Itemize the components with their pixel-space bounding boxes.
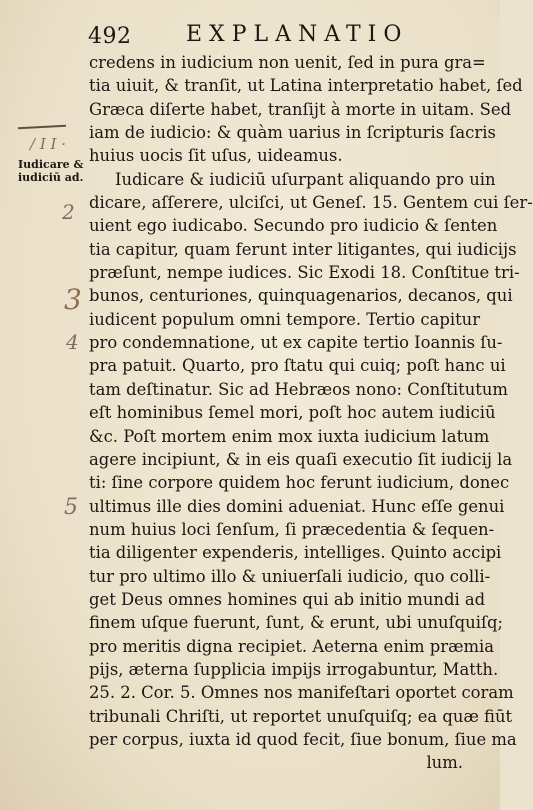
text-line: per corpus, iuxta id quod fecit, ſiue bonum, ſiue ma [89,729,517,749]
handwritten-numeral-4: 4 [66,330,79,354]
text-line: get Deus omnes homines qui ab initio mundi ad [89,589,486,609]
text-line: tur pro ultimo illo & uniuerſali iudicio, quo colli- [89,566,491,586]
side-note-iudicare [18,158,88,184]
text-line: credens in iudicium non uenit, ſed in pura gra= [89,53,486,72]
text-line: iudicent populum omni tempore. Tertio capitur [89,309,481,329]
text-line: lum. [426,753,463,773]
running-title: EXPLANATIO [186,22,409,47]
text-line: huius uocis ſit uſus, uideamus. [89,146,343,166]
text-line: dicare, aſſerere, ulciſci, ut Geneſ. 15. Gentem cui ſer- [89,193,533,213]
text-line: tribunali Chriſti, ut reportet unuſquiſq; ea quæ fiūt [89,706,513,726]
text-line: bunos, centuriones, quinquagenarios, decanos, qui [89,286,513,306]
handwritten-numeral-5: 5 [64,495,78,520]
text-line: præſunt, nempe iudices. Sic Exodi 18. Conſtitue tri- [89,263,520,283]
handwritten-numeral-2: 2 [62,200,75,224]
text-line: pro meritis digna recipiet. Aeterna enim præmia [89,636,495,656]
page-header [88,22,488,52]
text-line: uient ego iudicabo. Secundo pro iudicio & ſenten [89,216,498,236]
text-line: Iudicare & iudiciū uſurpant aliquando pro uin [115,169,496,189]
text-line: Græca diſerte habet, tranſijt à morte in uitam. Sed [89,99,512,119]
text-line: tia diligenter expenderis, intelliges. Quinto accipi [89,543,502,563]
text-line: pijs, æterna ſupplicia impijs irrogabuntur, Matth. [89,659,499,679]
ink-pen-stroke [18,125,66,130]
text-line: tia uiuit, & tranſit, ut Latina interpretatio habet, ſed [89,76,523,96]
text-line: &c. Poſt mortem enim mox iuxta iudicium latum [89,426,490,446]
text-line: eſt hominibus ſemel mori, poſt hoc autem iudiciū [89,403,496,423]
text-line: finem uſque fuerunt, ſunt, & erunt, ubi unuſquiſq; [89,613,504,633]
text-line: tam deſtinatur. Sic ad Hebræos nono: Conſtitutum [89,379,508,399]
side-note-line: iudiciū ad. [18,171,84,184]
handwritten-numeral-3: 3 [64,283,82,316]
text-line: 25. 2. Cor. 5. Omnes nos manifeſtari oportet coram [89,683,514,703]
handwritten-mark-roman: / I I · [30,135,66,153]
text-line: ti: ſine corpore quidem hoc ferunt iudicium, donec [89,473,510,493]
text-line: num huius loci ſenſum, ſi præcedentia & ſequen- [89,519,495,539]
text-line: agere incipiunt, & in eis quaſi executio ſit iudicij la [89,449,513,469]
text-line: iam de iudicio: & quàm uarius in ſcripturis ſacris [89,123,496,143]
body-text [89,51,533,775]
text-line: ultimus ille dies domini adueniat. Hunc eſſe genui [89,496,505,516]
text-line: pro condemnatione, ut ex capite tertio Ioannis ſu- [89,333,503,353]
text-line: tia capitur, quam ferunt inter litigantes, qui iudicijs [89,239,517,259]
text-line: pra patuit. Quarto, pro ſtatu qui cuiq; poſt hanc ui [89,356,506,376]
side-note-line: Iudicare & [18,158,84,171]
page-number: 492 [88,24,132,49]
